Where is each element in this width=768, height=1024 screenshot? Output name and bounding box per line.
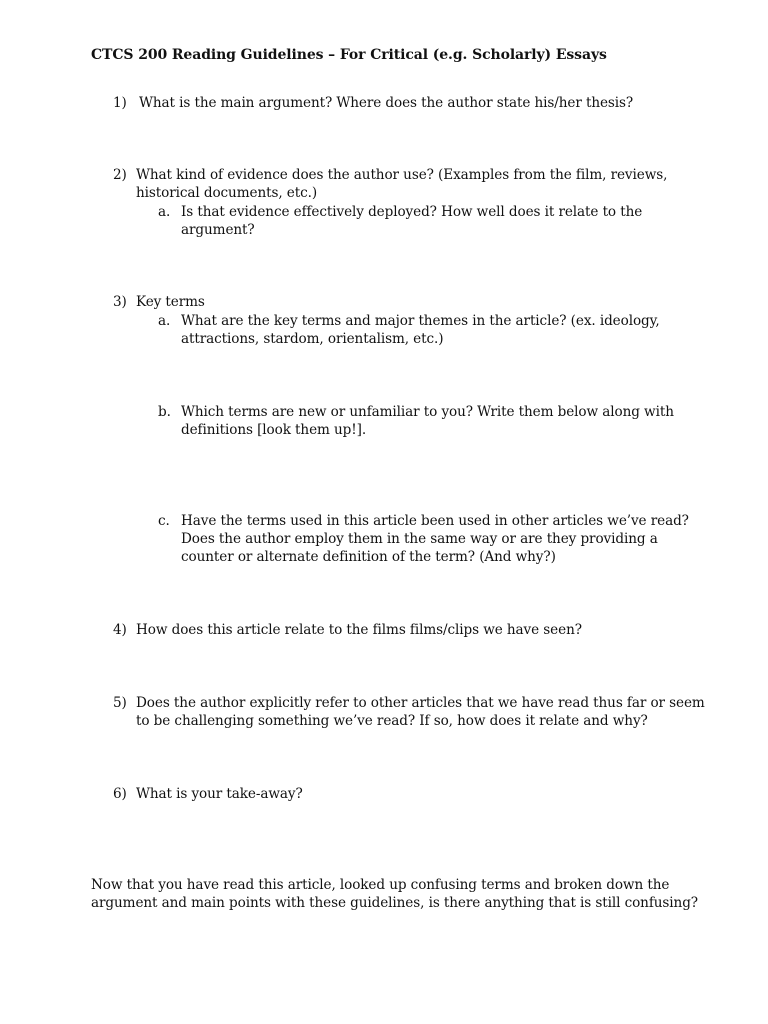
item-2-text-line-1: What kind of evidence does the author use? (Examples from the film, reviews, [136,167,668,183]
item-3b-text-line-2: definitions [look them up!]. [181,422,367,438]
item-6-text: What is your take-away? [136,786,303,802]
closing-paragraph-line-2: argument and main points with these guidelines, is there anything that is still confusing? [91,895,698,911]
item-1-text: What is the main argument? Where does the author state his/her thesis? [139,95,634,111]
item-3a-text-line-1: What are the key terms and major themes in the article? (ex. ideology, [181,313,660,329]
item-2a-text-line-2: argument? [181,222,255,238]
item-3c-text-line-1: Have the terms used in this article been used in other articles we’ve read? [181,513,689,529]
item-5-number: 5) [113,695,127,711]
item-6-number: 6) [113,786,127,802]
item-3b-text-line-1: Which terms are new or unfamiliar to you? Write them below along with [181,404,674,420]
item-4-number: 4) [113,622,127,638]
item-3a-text-line-2: attractions, stardom, orientalism, etc.) [181,331,444,347]
closing-paragraph-line-1: Now that you have read this article, looked up confusing terms and broken down the [91,877,670,893]
item-3c-text-line-2: Does the author employ them in the same way or are they providing a [181,531,658,547]
document-title: CTCS 200 Reading Guidelines – For Critical (e.g. Scholarly) Essays [91,47,607,63]
item-3a-letter: a. [158,313,171,329]
item-2a-letter: a. [158,204,171,220]
item-1-number: 1) [113,95,127,111]
item-4-text: How does this article relate to the films films/clips we have seen? [136,622,582,638]
item-2-text-line-2: historical documents, etc.) [136,185,318,201]
item-3-text: Key terms [136,294,205,310]
item-3c-letter: c. [158,513,170,529]
item-3-number: 3) [113,294,127,310]
item-3c-text-line-3: counter or alternate definition of the term? (And why?) [181,549,556,565]
item-3b-letter: b. [158,404,171,420]
item-2-number: 2) [113,167,127,183]
item-2a-text-line-1: Is that evidence effectively deployed? How well does it relate to the [181,204,643,220]
item-5-text-line-2: to be challenging something we’ve read? If so, how does it relate and why? [136,713,648,729]
item-5-text-line-1: Does the author explicitly refer to other articles that we have read thus far or seem [136,695,705,711]
